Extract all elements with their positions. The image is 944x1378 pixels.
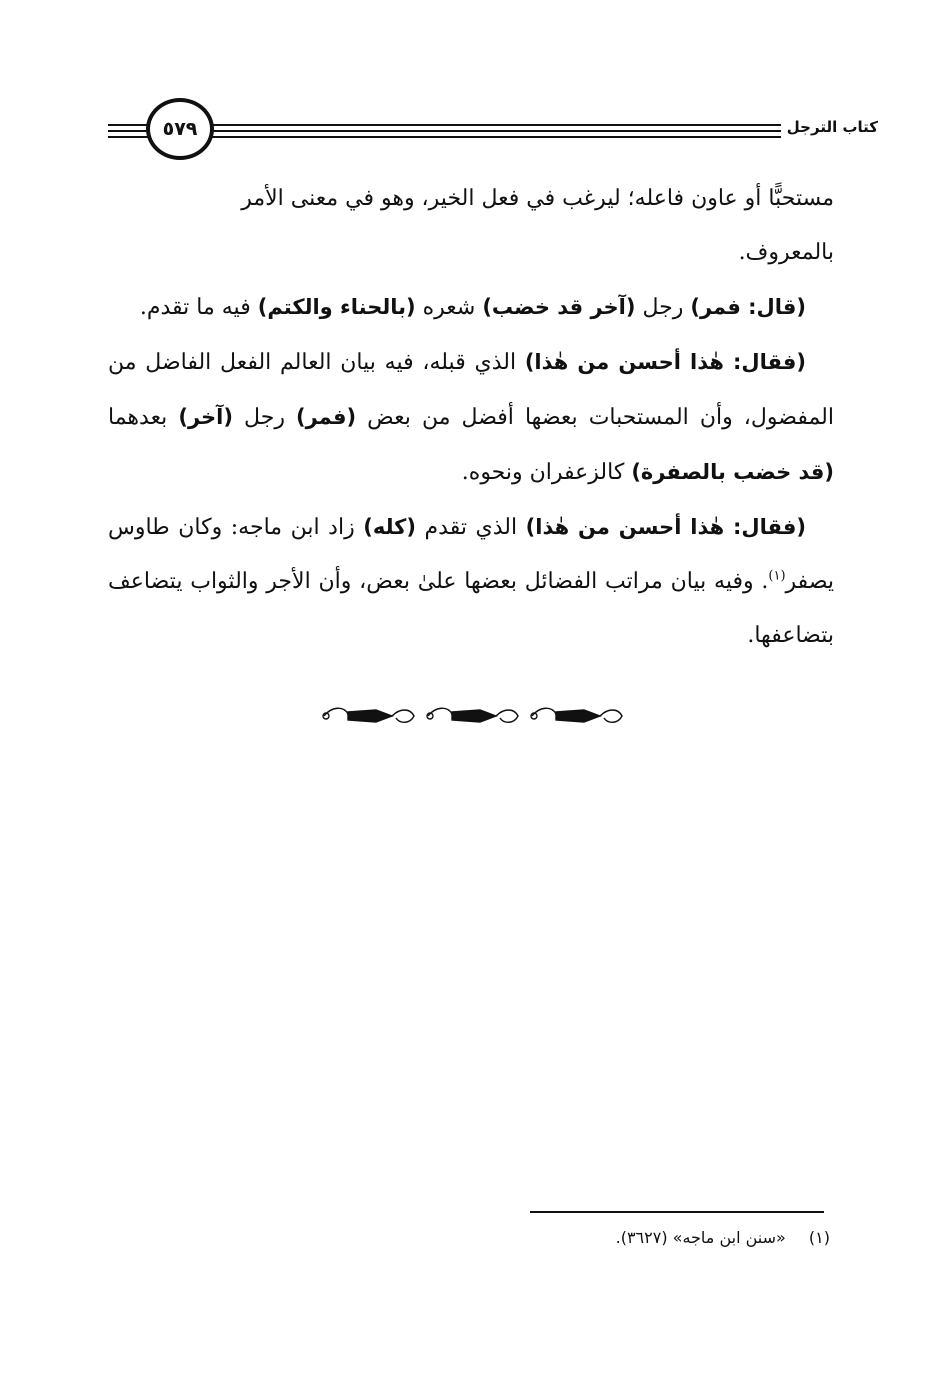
paragraph-text: شعره [415,295,483,320]
paragraph-text: الذي تقدم [415,515,526,540]
quoted-text: (كله) [363,515,416,539]
quoted-text: (قد خضب بالصفرة) [631,460,834,484]
footnote [500,1224,830,1252]
quoted-text: (آخر قد خضب) [482,295,636,319]
paragraph-1 [108,172,834,280]
page-number: ٥٧٩ [146,98,214,160]
footnote-number: (١) [808,1228,830,1247]
footnote-text: «سنن ابن ماجه» (٣٦٢٧). [615,1228,786,1247]
quoted-text: (فقال: هٰذا أحسن من هٰذا) [524,350,806,374]
quoted-text: (فقال: هٰذا أحسن من هٰذا) [525,515,806,539]
paragraph-text: بعدهما [108,405,179,430]
paragraph-text: . وفيه بيان مراتب الفضائل بعضها علىٰ بعض، وأن الأجر والثواب يتضاعف بتضاعفها. [108,569,834,648]
footnote-marker[interactable]: (١) [768,568,786,584]
section-ornament-icon [318,700,624,730]
quoted-text: (قال: فمر) [690,295,806,319]
quoted-text: (فمر) [296,405,357,429]
paragraph-text: زاد ابن ماجه: وكان طاوس يصفر [108,515,835,594]
header-rule [108,124,836,126]
quoted-text: (آخر) [178,405,233,429]
paragraph-3 [108,335,834,500]
main-text [108,172,834,663]
header-rule [108,130,836,132]
paragraph-text: بالمعروف. [738,240,834,265]
paragraph-text: رجل [232,405,297,430]
paragraph-2 [108,280,834,335]
paragraph-text: كالزعفران ونحوه. [461,460,632,485]
paragraph-text: فيه ما تقدم. [139,295,258,320]
header-rule [108,136,836,138]
footnote-divider [530,1211,824,1213]
paragraph-text: مستحبًّا أو عاون فاعله؛ ليرغب في فعل الخير، وهو في معنى الأمر [241,186,834,211]
paragraph-text: الذي قبله، فيه بيان العالم الفعل الفاضل من المفضول، وأن المستحبات بعضها أفضل من بعض [108,350,834,430]
paragraph-4 [108,500,834,663]
paragraph-text: رجل [635,295,691,320]
quoted-text: (بالحناء والكتم) [257,295,416,319]
running-title: كتاب الترجل [781,118,884,142]
page-header [108,96,836,166]
